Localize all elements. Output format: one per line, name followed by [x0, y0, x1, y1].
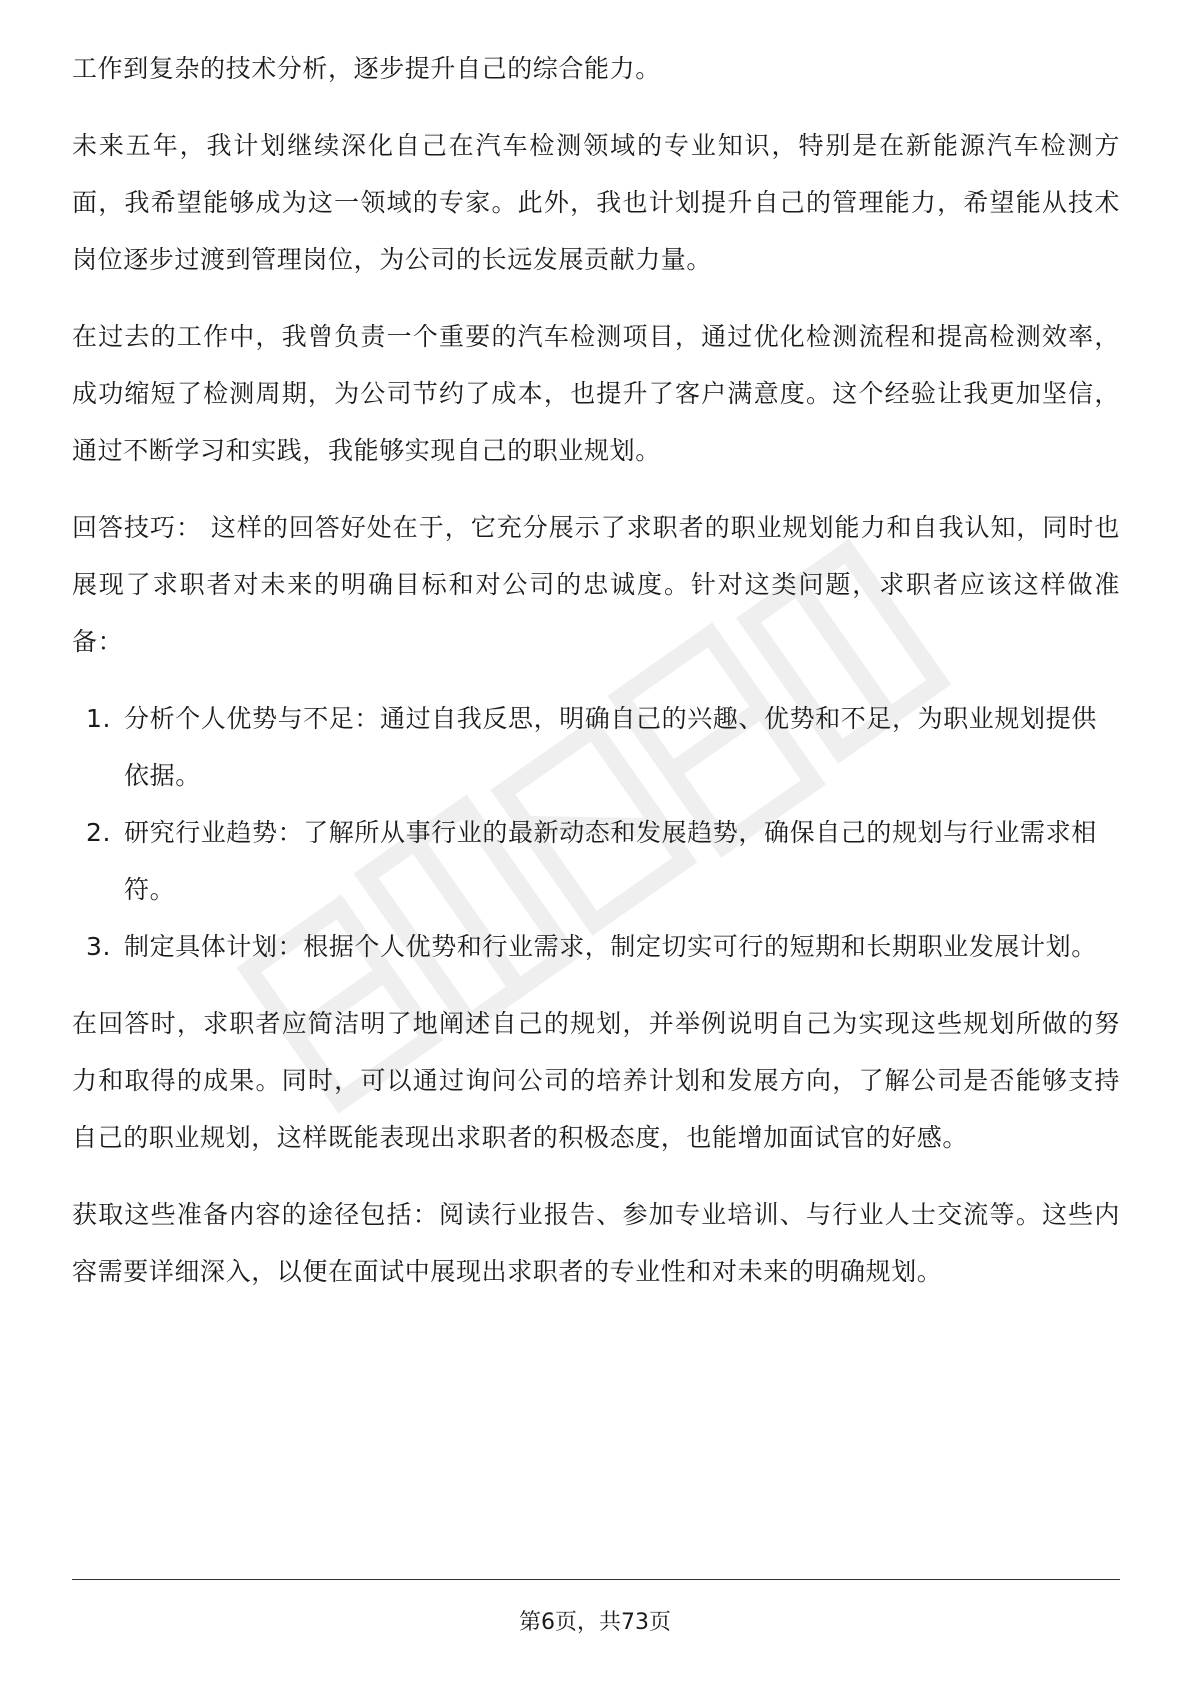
document-body [72, 40, 1120, 1320]
footer-divider [72, 1579, 1120, 1580]
list-item-number: 2. [86, 818, 112, 847]
paragraph: 获取这些准备内容的途径包括：阅读行业报告、参加专业培训、与行业人士交流等。这些内容需要详细深入，以便在面试中展现出求职者的专业性和对未来的明确规划。 [72, 1200, 1120, 1286]
paragraph-tips: 回答技巧： 这样的回答好处在于，它充分展示了求职者的职业规划能力和自我认知，同时也展现了求职者对未来的明确目标和对公司的忠诚度。针对这类问题，求职者应该这样做准备： [72, 513, 1120, 656]
numbered-list [72, 690, 1120, 975]
list-item-number: 3. [86, 932, 112, 961]
paragraph: 工作到复杂的技术分析，逐步提升自己的综合能力。 [72, 54, 661, 83]
paragraph: 在过去的工作中，我曾负责一个重要的汽车检测项目，通过优化检测流程和提高检测效率，成功缩短了检测周期，为公司节约了成本，也提升了客户满意度。这个经验让我更加坚信，通过不断学习和实践，我能够实现自己的职业规划。 [72, 322, 1120, 465]
list-item [72, 804, 1120, 918]
list-item [72, 690, 1120, 804]
list-item [72, 918, 1120, 975]
list-item-text: 研究行业趋势：了解所从事行业的最新动态和发展趋势，确保自己的规划与行业需求相符。 [124, 818, 1097, 904]
list-item-text: 制定具体计划：根据个人优势和行业需求，制定切实可行的短期和长期职业发展计划。 [124, 932, 1097, 961]
page-number: 第6页，共73页 [519, 1610, 671, 1635]
paragraph: 未来五年，我计划继续深化自己在汽车检测领域的专业知识，特别是在新能源汽车检测方面，我希望能够成为这一领域的专家。此外，我也计划提升自己的管理能力，希望能从技术岗位逐步过渡到管理岗位，为公司的长远发展贡献力量。 [72, 131, 1120, 274]
list-item-text: 分析个人优势与不足：通过自我反思，明确自己的兴趣、优势和不足，为职业规划提供依据。 [124, 704, 1097, 790]
list-item-number: 1. [86, 704, 112, 733]
paragraph: 在回答时，求职者应简洁明了地阐述自己的规划，并举例说明自己为实现这些规划所做的努力和取得的成果。同时，可以通过询问公司的培养计划和发展方向，了解公司是否能够支持自己的职业规划，这样既能表现出求职者的积极态度，也能增加面试官的好感。 [72, 1009, 1120, 1152]
